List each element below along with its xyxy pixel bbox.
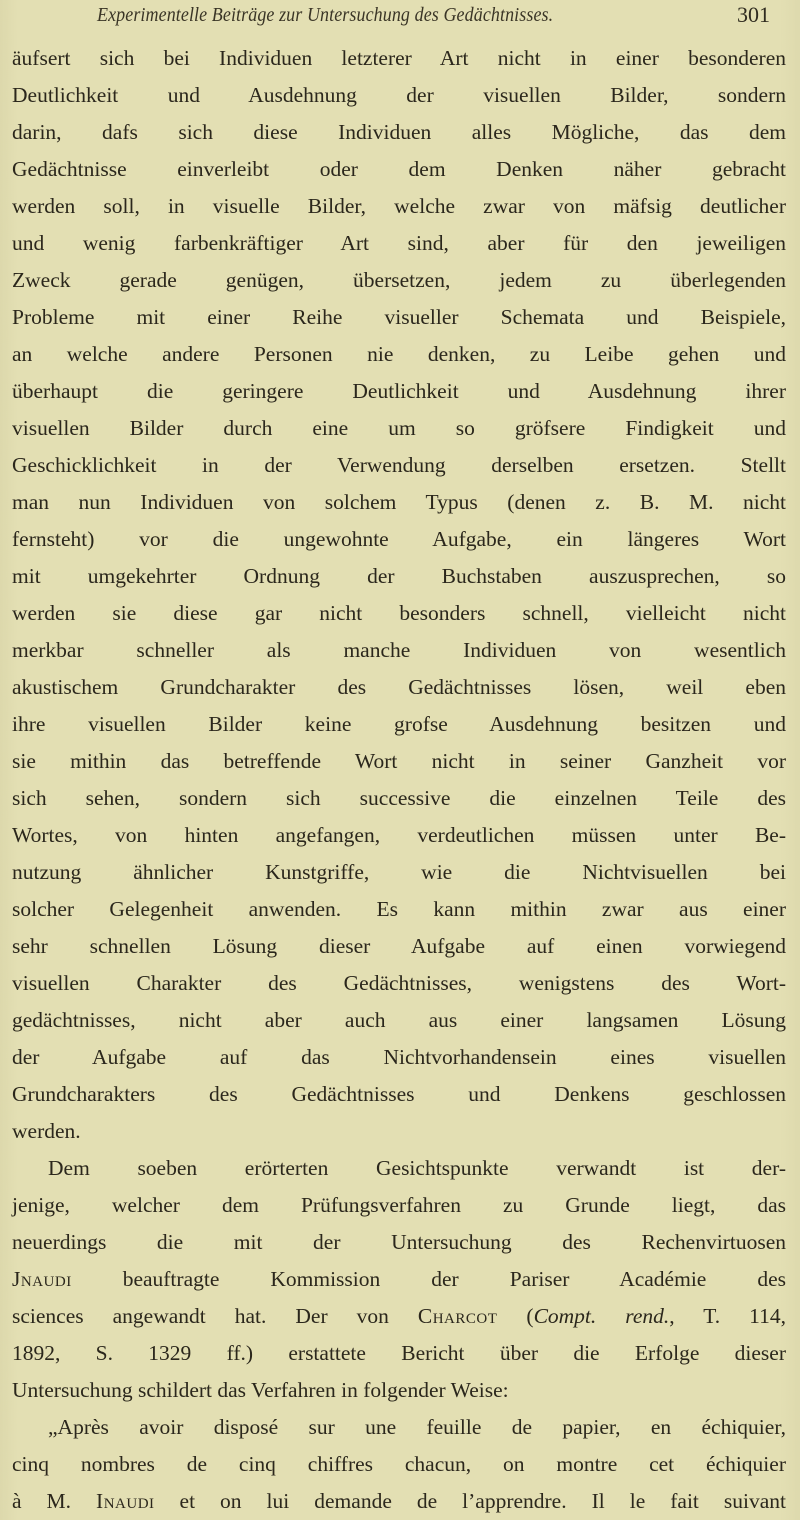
text-line: werden sie diese gar nicht besonders schnell, vielleicht nicht [12,601,786,625]
text-line: Deutlichkeit und Ausdehnung der visuellen Bilder, sondern [12,83,786,107]
text-line: Untersuchung schildert das Verfahren in folgender Weise: [12,1378,509,1402]
text-line: solcher Gelegenheit anwenden. Es kann mithin zwar aus einer [12,897,786,921]
text-line [12,1483,786,1520]
text-line: darin, dafs sich diese Individuen alles Mögliche, das dem [12,120,786,144]
text-line: merkbar schneller als manche Individuen von wesentlich [12,638,786,662]
text-line: werden soll, in visuelle Bilder, welche zwar von mäfsig deutlicher [12,194,786,218]
running-title: Experimentelle Beiträge zur Untersuchung des Gedächtnisses. [97,4,554,26]
text-line: Zweck gerade genügen, übersetzen, jedem zu überlegenden [12,268,786,292]
text-span: et on lui demande de l’apprendre. Il le fait suivant [154,1489,787,1513]
text-line: neuerdings die mit der Untersuchung des Rechenvirtuosen [12,1230,786,1254]
text-line: sie mithin das betreffende Wort nicht in seiner Ganzheit vor [12,749,786,773]
text-line [12,1298,786,1335]
text-line: Probleme mit einer Reihe visueller Schemata und Beispiele, [12,305,786,329]
text-span: ( [497,1304,534,1328]
text-span: à M. [12,1489,97,1513]
paragraph-1 [12,40,786,1150]
text-line: jenige, welcher dem Prüfungsverfahren zu Grunde liegt, das [12,1193,786,1217]
text-line: nutzung ähnlicher Kunstgriffe, wie die Nichtvisuellen bei [12,860,786,884]
text-span: , T. 114, [669,1304,786,1328]
text-line: visuellen Charakter des Gedächtnisses, wenigstens des Wort- [12,971,786,995]
text-line: visuellen Bilder durch eine um so gröfsere Findigkeit und [12,416,786,440]
text-line: an welche andere Personen nie denken, zu Leibe gehen und [12,342,786,366]
text-line: Grundcharakters des Gedächtnisses und Denkens geschlossen [12,1082,786,1106]
text-line: sich sehen, sondern sich successive die einzelnen Teile des [12,786,786,810]
citation-title: Compt. rend. [533,1304,670,1328]
text-line: fernsteht) vor die ungewohnte Aufgabe, ein längeres Wort [12,527,786,551]
text-line: ihre visuellen Bilder keine grofse Ausdehnung besitzen und [12,712,786,736]
text-line: Dem soeben erörterten Gesichtspunkte verwandt ist der- [48,1156,786,1180]
quotation [12,1409,786,1520]
text-line: der Aufgabe auf das Nichtvorhandensein eines visuellen [12,1045,786,1069]
running-head [0,0,800,30]
text-line: gedächtnisses, nicht aber auch aus einer langsamen Lösung [12,1008,786,1032]
text-line: mit umgekehrter Ordnung der Buchstaben auszusprechen, so [12,564,786,588]
text-line: 1892, S. 1329 ff.) erstattete Bericht über die Erfolge dieser [12,1341,786,1365]
paragraph-2 [12,1150,786,1409]
person-name-inaudi: Inaudi [96,1489,155,1513]
page-number: 301 [737,2,770,27]
text-line: „Après avoir disposé sur une feuille de papier, en échiquier, [48,1415,786,1439]
text-line: äufsert sich bei Individuen letzterer Art nicht in einer besonderen [12,46,786,70]
body-text [12,40,786,1520]
text-line [12,1261,786,1298]
person-name-charcot: Charcot [417,1304,498,1328]
text-line: Geschicklichkeit in der Verwendung derselben ersetzen. Stellt [12,453,786,477]
text-line: man nun Individuen von solchem Typus (denen z. B. M. nicht [12,490,786,514]
text-line: cinq nombres de cinq chiffres chacun, on montre cet échiquier [12,1452,786,1476]
text-line: und wenig farbenkräftiger Art sind, aber für den jeweiligen [12,231,786,255]
person-name-inaudi: Jnaudi [12,1267,72,1291]
text-line: Gedächtnisse einverleibt oder dem Denken näher gebracht [12,157,786,181]
text-line: werden. [12,1119,81,1143]
text-span: sciences angewandt hat. Der von [12,1304,418,1328]
text-line: akustischem Grundcharakter des Gedächtnisses lösen, weil eben [12,675,786,699]
text-line: überhaupt die geringere Deutlichkeit und Ausdehnung ihrer [12,379,786,403]
text-span: beauftragte Kommission der Pariser Académie des [71,1267,786,1291]
text-line: sehr schnellen Lösung dieser Aufgabe auf einen vorwiegend [12,934,786,958]
text-line: Wortes, von hinten angefangen, verdeutlichen müssen unter Be- [12,823,786,847]
